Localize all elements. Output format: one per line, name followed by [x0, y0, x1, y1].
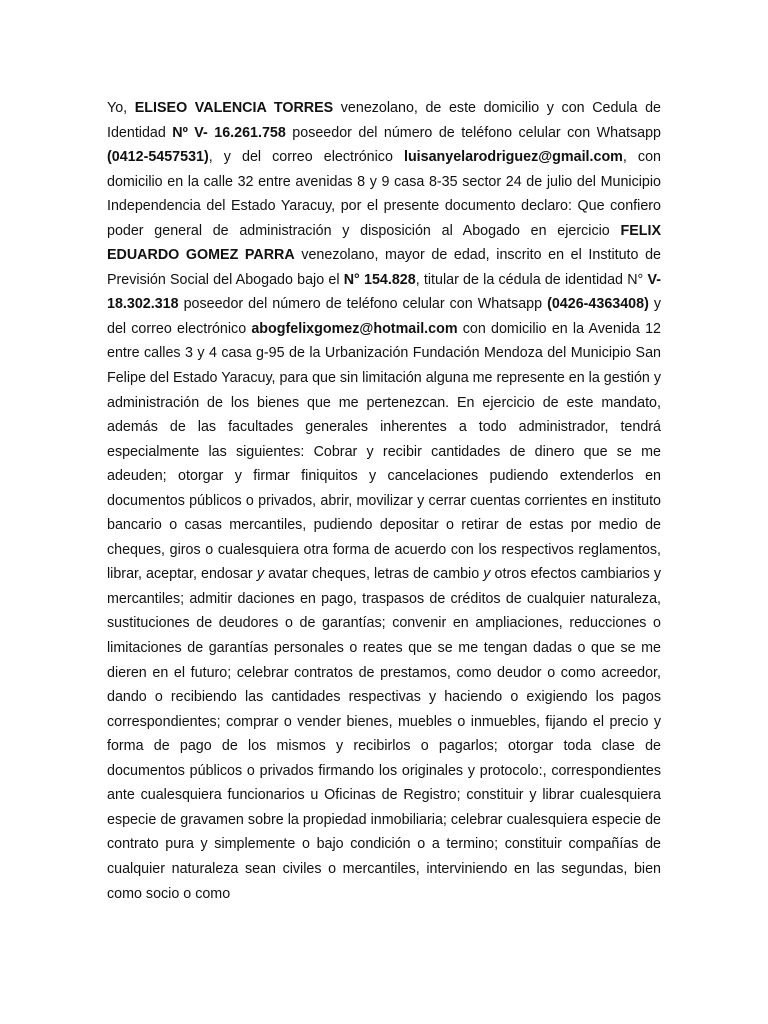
- text-run: venezolano, mayor de edad, inscrito en el Instituto de Previsión Social del Abogado bajo el: [107, 247, 661, 288]
- text-run: con domicilio en la Avenida 12 entre calles 3 y 4 casa g-95 de la Urbanización Fundación Mendoza del Municipio San Felipe del Estado Yaracuy, para que sin limitación alguna me represente en la gestión y administración de los bienes que me pertenezcan. En ejercicio de este mandato, además de las facultades generales inherentes a todo administrador, tendrá especialmente las siguientes: Cobrar y recibir cantidades de dinero que se me adeuden; otorgar y firmar finiquitos y cancelaciones pudiendo extenderlos en documentos públicos o privados, abrir, movilizar y cerrar cuentas corrientes en instituto bancario o casas mercantiles, pudiendo depositar o retirar de estas por medio de cheques, giros o cualesquiera otra forma de acuerdo con los respectivos reglamentos, librar, aceptar, endosar: [107, 320, 661, 583]
- text-run: poseedor del número de teléfono celular con Whatsapp: [178, 296, 548, 313]
- italic-conjunction: y: [256, 566, 264, 583]
- attorney-id-number: V-18.302.318: [107, 271, 661, 313]
- text-run: , con domicilio en la calle 32 entre avenidas 8 y 9 casa 8-35 sector 24 de julio del Municipio Independencia del Estado Yaracuy, por el presente documento declaro: Que confiero poder general de administración y disposición al Abogado en ejercicio: [107, 149, 661, 239]
- text-run: , y del correo electrónico: [208, 149, 404, 166]
- attorney-phone: (0426-4363408): [547, 296, 649, 313]
- italic-conjunction: y: [483, 566, 491, 583]
- text-run: venezolano, de este domicilio y con Cedula de Identidad: [107, 100, 661, 141]
- grantor-phone: (0412-5457531): [107, 149, 209, 166]
- grantor-email: luisanyelarodriguez@gmail.com: [403, 149, 623, 166]
- document-body-paragraph: [107, 96, 661, 906]
- text-run: avatar cheques, letras de cambio: [263, 566, 484, 583]
- attorney-inpreabogado-number: N° 154.828: [343, 271, 416, 288]
- attorney-email: abogfelixgomez@hotmail.com: [251, 320, 458, 337]
- text-run: y del correo electrónico: [107, 296, 661, 337]
- attorney-name: FELIX EDUARDO GOMEZ PARRA: [107, 222, 661, 264]
- text-run: poseedor del número de teléfono celular con Whatsapp: [285, 124, 661, 141]
- text-run: , titular de la cédula de identidad N°: [415, 271, 648, 288]
- text-run: Yo,: [107, 100, 135, 116]
- grantor-name: ELISEO VALENCIA TORRES: [134, 100, 334, 116]
- grantor-id-number: Nº V- 16.261.758: [172, 124, 286, 141]
- text-run: otros efectos cambiarios y mercantiles; admitir daciones en pago, traspasos de créditos de cualquier naturaleza, sustituciones de deudores o de garantías; convenir en ampliaciones, reducciones o limitaciones de garantías personales o reates que se me tengan dadas o que se me dieren en el futuro; celebrar contratos de prestamos, como deudor o como acreedor, dando o recibiendo las cantidades respectivas y haciendo o exigiendo los pagos correspondientes; comprar o vender bienes, muebles o inmuebles, fijando el precio y forma de pago de los mismos y recibirlos o pagarlos; otorgar toda clase de documentos públicos o privados firmando los originales y protocolo:, correspondientes ante cualesquiera funcionarios u Oficinas de Registro; constituir y librar cualesquiera especie de gravamen sobre la propiedad inmobiliaria; celebrar cualesquiera especie de contrato pura y simplemente o bajo condición o a termino; constituir compañías de cualquier naturaleza sean civiles o mercantiles, interviniendo en las segundas, bien como socio o como: [107, 566, 662, 902]
